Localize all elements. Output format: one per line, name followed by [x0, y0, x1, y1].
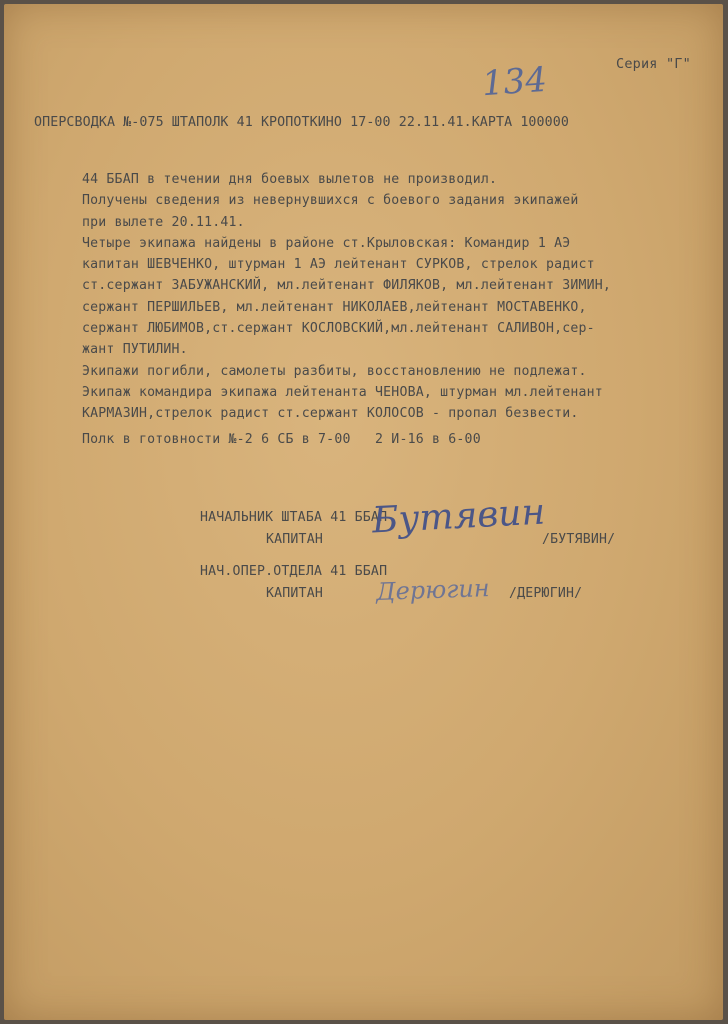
ops-handwritten-signature: Дерюгин	[375, 574, 491, 606]
body-line: Экипажи погибли, самолеты разбиты, восстановлению не подлежат.	[82, 363, 587, 379]
chief-of-staff-name: /БУТЯВИН/	[542, 532, 616, 547]
body-line: капитан ШЕВЧЕНКО, штурман 1 АЭ лейтенант СУРКОВ, стрелок радист	[82, 257, 595, 273]
document-body	[82, 169, 611, 425]
ops-chief-rank: КАПИТАН	[266, 586, 323, 601]
ops-chief-title: НАЧ.ОПЕР.ОТДЕЛА 41 ББАП	[200, 564, 388, 579]
body-line: ст.сержант ЗАБУЖАНСКИЙ, мл.лейтенант ФИЛЯКОВ, мл.лейтенант ЗИМИН,	[82, 278, 612, 294]
body-line: жант ПУТИЛИН.	[82, 342, 188, 358]
chief-of-staff-title: НАЧАЛЬНИК ШТАБА 41 ББАП	[200, 510, 388, 525]
document-page	[4, 4, 723, 1020]
chief-handwritten-signature: Бутявин	[371, 491, 547, 542]
body-line: Получены сведения из невернувшихся с боевого задания экипажей	[82, 193, 579, 209]
readiness-line: Полк в готовности №-2 6 СБ в 7-00 2 И-16 в 6-00	[82, 432, 481, 447]
document-header: ОПЕРСВОДКА №-075 ШТАПОЛК 41 КРОПОТКИНО 17-00 22.11.41.КАРТА 100000	[34, 115, 569, 130]
archive-number: 134	[480, 59, 549, 105]
body-line: сержант ПЕРШИЛЬЕВ, мл.лейтенант НИКОЛАЕВ,лейтенант МОСТАВЕНКО,	[82, 299, 587, 315]
ops-chief-name: /ДЕРЮГИН/	[509, 586, 583, 601]
body-line: сержант ЛЮБИМОВ,ст.сержант КОСЛОВСКИЙ,мл.лейтенант САЛИВОН,сер-	[82, 321, 595, 337]
body-line: Четыре экипажа найдены в районе ст.Крыловская: Командир 1 АЭ	[82, 235, 571, 251]
body-line: КАРМАЗИН,стрелок радист ст.сержант КОЛОСОВ - пропал безвести.	[82, 406, 579, 422]
body-line: Экипаж командира экипажа лейтенанта ЧЕНОВА, штурман мл.лейтенант	[82, 384, 603, 400]
series-label: Серия "Г"	[616, 56, 691, 72]
body-line: при вылете 20.11.41.	[82, 214, 245, 230]
body-line: 44 ББАП в течении дня боевых вылетов не производил.	[82, 172, 498, 187]
chief-of-staff-rank: КАПИТАН	[266, 532, 323, 547]
